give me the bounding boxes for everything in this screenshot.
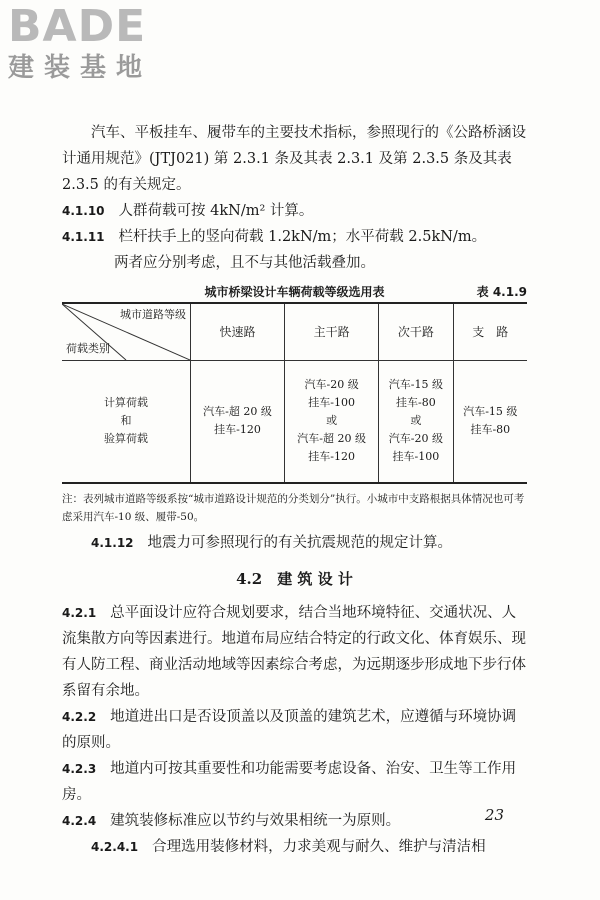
logo-chinese: 建装基地 [8,53,153,83]
cell-line: 挂车-120 [214,423,261,437]
table-corner-cell [62,303,191,361]
cell-line: 汽车-20 级 [304,378,359,392]
clause-4-2-3 [62,756,527,808]
section-heading: 4.2 建 筑 设 计 [236,569,353,588]
cell-line: 汽车-15 级 [463,405,518,419]
cell-line: 汽车-20 级 [388,432,443,446]
page-number: 23 [484,806,504,824]
clause-4-2-2 [62,704,527,756]
corner-road-grade: 城市道路等级 [120,308,186,321]
row-label-cell [62,361,191,483]
clause-text: 总平面设计应符合规划要求，结合当地环境特征、交通状况、人流集散方向等因素进行。地道布局应结合特定的行政文化、体育娱乐、现有人防工程、商业活动地域等因素综合考虑，为远期逐步形成地下步行体系留有余地。 [62,604,526,699]
cell-line: 或 [410,414,422,428]
cell-arterial [285,361,379,483]
clause-4-1-11-continued: 两者应分别考虑，且不与其他活载叠加。 [114,255,375,271]
corner-load-type: 荷载类别 [66,342,110,355]
clause-number: 4.2.4.1 [91,839,139,854]
table-row [62,361,527,483]
cell-line: 挂车-100 [308,396,355,410]
publisher-logo [8,1,183,84]
row-label-line: 验算荷载 [104,432,148,446]
row-label-line: 和 [120,414,132,428]
column-header-secondary: 次干路 [379,303,454,361]
cell-line: 或 [326,414,338,428]
table-title: 城市桥梁设计车辆荷载等级选用表 [204,285,385,299]
cell-expressway [191,361,285,483]
page-body [62,120,527,860]
cell-line: 挂车-100 [392,450,440,464]
cell-secondary [379,361,454,483]
cell-line: 挂车-80 [470,423,511,437]
clause-number: 4.2.1 [62,605,97,620]
clause-text: 建筑装修标准应以节约与效果相统一为原则。 [110,812,401,829]
column-header-branch: 支 路 [453,303,527,361]
cell-line: 汽车-超 20 级 [203,405,272,419]
cell-line: 挂车-80 [396,396,436,410]
clause-number: 4.2.4 [62,813,97,828]
cell-line: 汽车-超 20 级 [297,432,366,446]
clause-number: 4.2.2 [62,709,97,724]
table-caption [62,282,527,302]
clause-number: 4.1.10 [62,204,105,218]
logo-wordmark: BADE [8,1,147,52]
clause-number: 4.2.3 [62,761,97,776]
clause-text: 栏杆扶手上的竖向荷载 1.2kN/m；水平荷载 2.5kN/m。 [118,229,487,245]
clause-number: 4.1.11 [62,230,105,244]
row-label-line: 计算荷载 [104,396,148,410]
clause-4-1-10 [62,198,527,224]
table-number: 表 4.1.9 [476,285,527,299]
clause-number: 4.1.12 [91,535,134,550]
table-note: 注：表列城市道路等级系按“城市道路设计规范的分类划分”执行。小城市中支路根据具体情况也可考虑采用汽车-10 级、履带-50。 [62,492,525,523]
cell-line: 汽车-15 级 [388,378,443,392]
clause-text: 地道内可按其重要性和功能需要考虑设备、治安、卫生等工作用房。 [62,760,517,803]
column-header-expressway: 快速路 [191,303,285,361]
clause-4-1-12 [62,530,527,556]
vehicle-load-table [62,302,527,484]
cell-line: 挂车-120 [308,450,355,464]
column-header-arterial: 主干路 [285,303,379,361]
clause-text: 地道进出口是否设顶盖以及顶盖的建筑艺术，应遵循与环境协调的原则。 [62,708,517,751]
clause-text: 合理选用装修材料，力求美观与耐久、维护与清洁相 [152,838,486,855]
clause-4-2-4 [62,808,527,834]
clause-4-1-11 [62,224,527,250]
clause-text: 人群荷载可按 4kN/m² 计算。 [118,203,314,219]
paragraph-vehicle-specs: 汽车、平板挂车、履带车的主要技术指标，参照现行的《公路桥涵设计通用规范》(JTJ021) 第 2.3.1 条及其表 2.3.1 及第 2.3.5 条及其表 2.3.5 的有关规定。 [62,125,526,193]
clause-text: 地震力可参照现行的有关抗震规范的规定计算。 [147,534,453,551]
table-header-row [62,303,527,361]
clause-4-2-1 [62,600,527,704]
clause-4-2-4-1 [62,834,527,860]
cell-branch [453,361,527,483]
